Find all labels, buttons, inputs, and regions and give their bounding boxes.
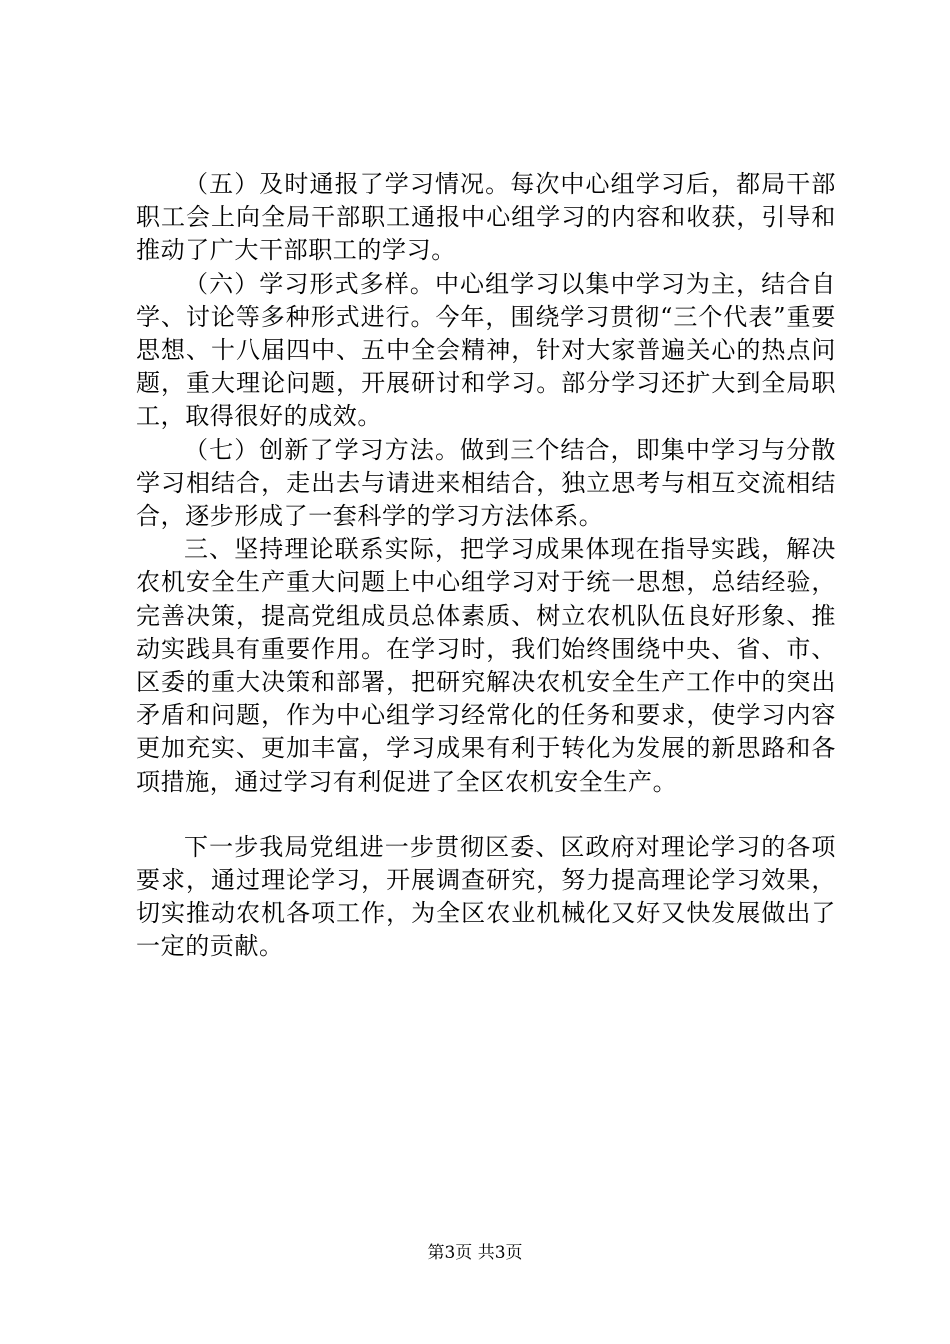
- document-body: [136, 168, 836, 964]
- paragraph-section-three: 三、坚持理论联系实际，把学习成果体现在指导实践，解决农机安全生产重大问题上中心组学习对于统一思想，总结经验，完善决策，提高党组成员总体素质、树立农机队伍良好形象、推动实践具有重要作用。在学习时，我们始终围绕中央、省、市、区委的重大决策和部署，把研究解决农机安全生产工作中的突出矛盾和问题，作为中心组学习经常化的任务和要求，使学习内容更加充实、更加丰富，学习成果有利于转化为发展的新思路和各项措施，通过学习有利促进了全区农机安全生产。: [136, 535, 836, 796]
- paragraph-five: （五）及时通报了学习情况。每次中心组学习后，都局干部职工会上向全局干部职工通报中心组学习的内容和收获，引导和推动了广大干部职工的学习。: [136, 170, 836, 265]
- paragraph-next-steps: 下一步我局党组进一步贯彻区委、区政府对理论学习的各项要求，通过理论学习，开展调查研究，努力提高理论学习效果，切实推动农机各项工作，为全区农业机械化又好又快发展做出了一定的贡献。: [136, 832, 836, 961]
- page-footer: 第3页 共3页: [427, 1243, 523, 1263]
- paragraph-seven: （七）创新了学习方法。做到三个结合，即集中学习与分散学习相结合，走出去与请进来相结合，独立思考与相互交流相结合，逐步形成了一套科学的学习方法体系。: [136, 435, 836, 531]
- paragraph-six: （六）学习形式多样。中心组学习以集中学习为主，结合自学、讨论等多种形式进行。今年，围绕学习贯彻“三个代表”重要思想、十八届四中、五中全会精神，针对大家普遍关心的热点问题，重大理论问题，开展研讨和学习。部分学习还扩大到全局职工，取得很好的成效。: [136, 269, 836, 431]
